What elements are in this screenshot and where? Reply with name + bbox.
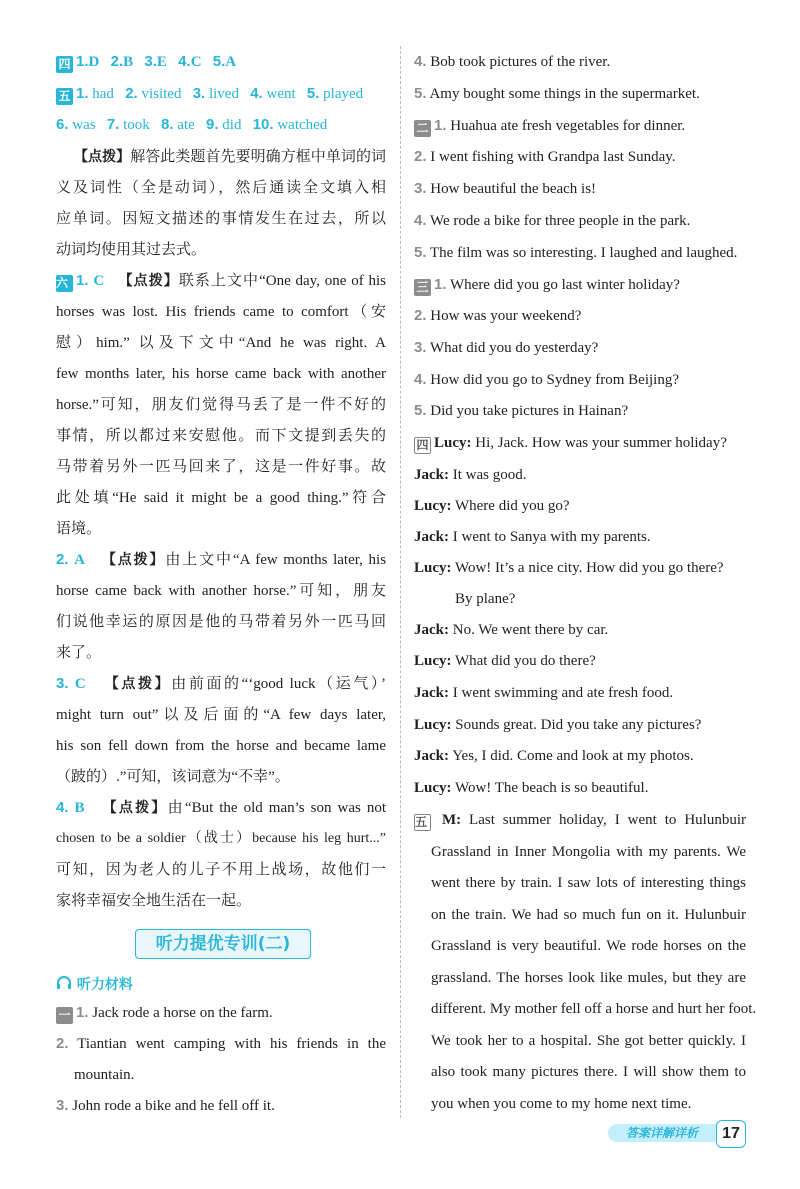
listening-item-continuation: mountain. [74,1067,135,1083]
passage-line: went there by train. I saw lots of interesting things [431,875,746,891]
dialog-line: Lucy: What did you do there? [414,653,596,669]
dialog-line: Jack: No. We went there by car. [414,622,609,638]
listening-item: 2. Tiantian went camping with his friends in the [56,1035,386,1052]
dialog-line: Jack: Yes, I did. Come and look at my photos. [414,748,694,764]
passage-line: also took many pictures there. I will show them to [431,1064,746,1080]
q3-explanation-line: （跛的）.”可知，该词意为“不幸”。 [56,769,290,785]
q1-explanation-line: horses was lost. His friends came to comfort（安 [56,304,386,320]
listening-item: 5. Amy bought some things in the supermarket. [414,85,700,102]
section-title: 听力提优专训(二) [135,929,311,959]
section-marker: 五 [414,814,431,831]
dialog-line: Lucy: Wow! It’s a nice city. How did you go there? [414,560,724,576]
tip-paragraph-line: 动词均使用其过去式。 [56,242,207,258]
q1-explanation-line: 此处填“He said it might be a good thing.”符合 [56,490,386,506]
tip-paragraph-line: 义及词性（全是动词），然后通读全文填入相 [56,180,386,196]
listening-item: 2. I went fishing with Grandpa last Sunday. [414,148,676,165]
q1-explanation-line: few months later, his horse came back with another [56,366,386,382]
listening-item: 二 1. Huahua ate fresh vegetables for dinner. [414,116,746,137]
q4-explanation-line: 家将幸福安全地生活在一起。 [56,893,252,909]
section-marker: 二 [414,120,431,137]
footer-label: 答案详解详析 [608,1124,716,1142]
column-divider [400,46,401,1118]
section-4-answers: 四 1.D 2.B 3.E 4.C 5.A [56,52,386,73]
dialog-line-continuation: By plane? [455,591,516,607]
passage-line: different. My mother fell off a horse and hurt her foot. [431,1001,757,1017]
section-marker: 三 [414,279,431,296]
passage-line: Grassland in Inner Mongolia with my parents. We [431,844,746,860]
passage-line: Grassland is very beautiful. We rode horses on the [431,938,746,954]
page-number: 17 [716,1120,746,1148]
section-5-answers-row2: 6. was 7. took 8. ate 9. did 10. watched [56,116,328,133]
q3-explanation-line: 3. C 【点拨】由前面的“‘good luck（运气）’ [56,675,387,692]
listening-item: 5. Did you take pictures in Hainan? [414,402,629,419]
listening-item: 2. How was your weekend? [414,307,582,324]
dialog-line: Jack: I went to Sanya with my parents. [414,529,651,545]
listening-item: 3. John rode a bike and he fell off it. [56,1097,275,1114]
q4-explanation-line: 可知，因为老人的儿子不用上战场，故他们一 [56,862,386,878]
section-marker: 一 [56,1007,73,1024]
q2-explanation-line: horse came back with another horse.”可知，朋友 [56,583,386,599]
passage-line: on the train. We had so much fun on it. Hulunbuir [431,907,746,923]
q2-explanation-line: 来了。 [56,645,102,661]
q1-explanation-line: horse.”可知，朋友们觉得马丢了是一件不好的 [56,397,386,413]
section-marker: 四 [414,437,431,454]
q1-explanation-line: 语境。 [56,521,102,537]
dialog-line: Lucy: Sounds great. Did you take any pictures? [414,717,702,733]
listening-item: 5. The film was so interesting. I laughed and laughed. [414,244,738,261]
dialog-line: 四 Lucy: Hi, Jack. How was your summer holiday? [414,433,746,454]
q1-explanation-line: 慰）him.” 以及下文中“And he was right. A [56,335,386,351]
listening-item: 4. How did you go to Sydney from Beijing? [414,371,679,388]
passage-line: grassland. The horses look like mules, but they are [431,970,746,986]
q2-explanation-line: 们说他幸运的原因是他的马带着另外一匹马回 [56,614,386,630]
listening-item: 三 1. Where did you go last winter holiday? [414,275,746,296]
q1-explanation-line: 事情，所以都过来安慰他。而下文提到丢失的 [56,428,386,444]
dialog-line: Lucy: Wow! The beach is so beautiful. [414,780,649,796]
q1-explanation-line: 马带着另外一匹马回来了，这是一件好事。故 [56,459,386,475]
section-marker: 四 [56,56,73,73]
passage-line: you when you come to my home next time. [431,1096,692,1112]
listening-item: 4. We rode a bike for three people in the park. [414,212,691,229]
q2-explanation-line: 2. A 【点拨】由上文中“A few months later, his [56,551,387,568]
dialog-line: Jack: It was good. [414,467,527,483]
q3-explanation-line: might turn out”以及后面的“A few days later, [56,707,386,723]
q1-explanation-line: 六 1. C 【点拨】联系上文中“One day, one of his [56,272,387,290]
q3-explanation-line: his son fell down from the horse and became lame [56,738,386,754]
listening-item: 4. Bob took pictures of the river. [414,53,611,70]
listening-material-heading: 听力材料 [56,974,133,994]
listening-item: 3. How beautiful the beach is! [414,180,597,197]
dialog-line: Lucy: Where did you go? [414,498,570,514]
section-marker: 五 [56,88,73,105]
passage-line: We took her to a hospital. She got better quickly. I [431,1033,746,1049]
section-marker: 六 [56,275,73,292]
q4-explanation-line: 4. B 【点拨】由“But the old man’s son was not [56,799,386,816]
passage-line: 五 M: Last summer holiday, I went to Hulunbuir [415,812,747,829]
tip-paragraph-line: 应单词。因短文描述的事情发生在过去，所以 [56,211,386,227]
tip-paragraph-line: 【点拨】解答此类题首先要明确方框中单词的词 [74,149,386,165]
q4-explanation-line: chosen to be a soldier（战士）because his leg hurt...” [56,831,386,846]
dialog-line: Jack: I went swimming and ate fresh food. [414,685,674,701]
listening-item: 一 1. Jack rode a horse on the farm. [56,1003,386,1024]
listening-item: 3. What did you do yesterday? [414,339,599,356]
section-5-answers-row1: 五 1. had 2. visited 3. lived 4. went 5. played [56,84,386,105]
headphones-icon [56,976,72,990]
